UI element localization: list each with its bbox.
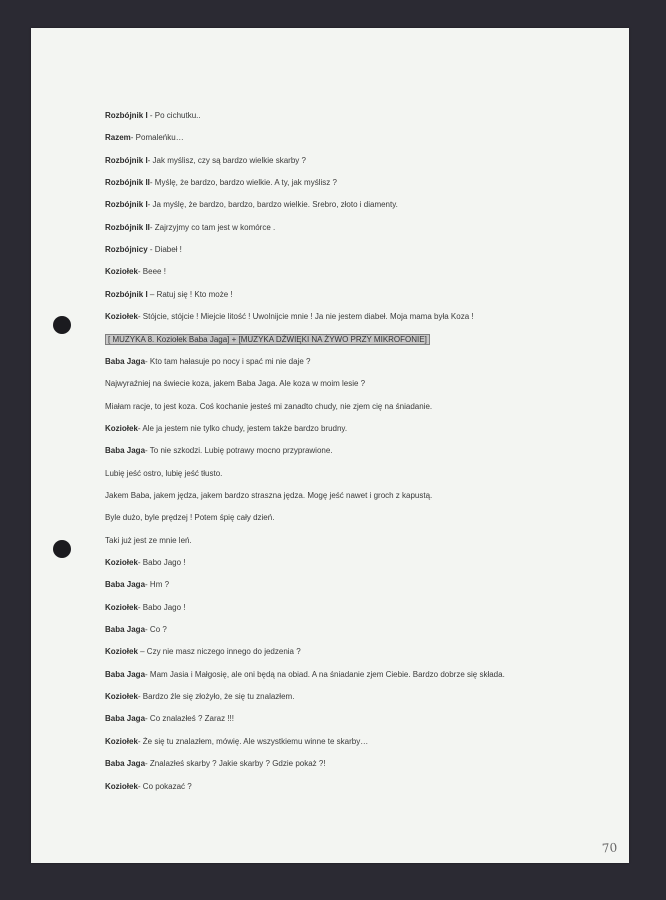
dialogue-text: - Że się tu znalazłem, mówię. Ale wszystkiemu winne te skarby… xyxy=(137,736,369,746)
speaker-name: Razem xyxy=(105,133,131,143)
speaker-name: Baba Jaga xyxy=(105,356,146,366)
dialogue-text: - Pomaleńku… xyxy=(130,133,184,143)
punch-hole xyxy=(53,316,71,334)
dialogue-line xyxy=(105,646,301,657)
speaker-name: Baba Jaga xyxy=(105,669,146,679)
speaker-name: Rozbójnik II xyxy=(105,222,150,232)
dialogue-text: Lubię jeść ostro, lubię jeść tłusto. xyxy=(105,468,223,478)
dialogue-text: - Diabeł ! xyxy=(147,245,182,255)
dialogue-text: - Ale ja jestem nie tylko chudy, jestem także bardzo brudny. xyxy=(137,423,348,433)
speaker-name: Koziołek xyxy=(105,736,138,746)
dialogue-line xyxy=(105,423,347,434)
dialogue-text: Najwyraźniej na świecie koza, jakem Baba Jaga. Ale koza w moim lesie ? xyxy=(105,379,366,389)
music-cue: [ MUZYKA 8. Koziołek Baba Jaga] + [MUZYKA DŹWIĘKI NA ŻYWO PRZY MIKROFONIE] xyxy=(105,334,430,345)
dialogue-line xyxy=(105,713,234,724)
speaker-name: Rozbójnik I xyxy=(105,289,148,299)
speaker-name: Baba Jaga xyxy=(105,759,146,769)
dialogue-line xyxy=(105,445,333,456)
dialogue-line xyxy=(105,222,275,233)
dialogue-line xyxy=(105,624,167,635)
dialogue-text: - Co znalazłeś ? Zaraz !!! xyxy=(145,714,234,724)
speaker-name: Rozbójnik I xyxy=(105,155,148,165)
speaker-name: Koziołek xyxy=(105,267,138,277)
dialogue-line xyxy=(105,579,169,590)
dialogue-line xyxy=(105,311,474,322)
dialogue-text: Jakem Baba, jakem jędza, jakem bardzo straszna jędza. Mogę jeść nawet i groch z kapustą. xyxy=(105,490,433,500)
dialogue-text: - Babo Jago ! xyxy=(137,602,186,612)
page-number: 70 xyxy=(601,840,618,856)
speaker-name: Baba Jaga xyxy=(105,580,146,590)
dialogue-text: - Babo Jago ! xyxy=(137,558,186,567)
speaker-name: Koziołek xyxy=(105,781,138,791)
speaker-name: Rozbójnik I xyxy=(105,111,148,120)
dialogue-line xyxy=(105,512,274,523)
dialogue-line xyxy=(105,289,233,300)
dialogue-line xyxy=(105,356,310,367)
dialogue-text: - Bardzo źle się złożyło, że się tu znalazłem. xyxy=(137,692,295,702)
document-page xyxy=(31,28,629,863)
dialogue-text: - Hm ? xyxy=(145,580,170,590)
dialogue-text: - Ja myślę, że bardzo, bardzo, bardzo wielkie. Srebro, złoto i diamenty. xyxy=(147,200,398,210)
dialogue-line xyxy=(105,468,222,479)
dialogue-text: - To nie szkodzi. Lubię potrawy mocno przyprawione. xyxy=(145,446,333,456)
speaker-name: Rozbójnik II xyxy=(105,178,150,188)
dialogue-line xyxy=(105,490,432,501)
dialogue-line xyxy=(105,401,432,412)
dialogue-text: - Mam Jasia i Małgosię, ale oni będą na obiad. A na śniadanie zjem Ciebie. Bardzo dobrze się składa. xyxy=(145,669,505,679)
speaker-name: Koziołek xyxy=(105,423,138,433)
dialogue-line xyxy=(105,266,166,277)
dialogue-text: – Ratuj się ! Kto może ! xyxy=(147,289,233,299)
speaker-name: Koziołek xyxy=(105,558,138,567)
dialogue-text: - Co ? xyxy=(145,625,167,635)
speaker-name: Koziołek xyxy=(105,647,138,657)
dialogue-line xyxy=(105,155,306,166)
dialogue-text: Taki już jest ze mnie leń. xyxy=(105,535,192,545)
dialogue-line xyxy=(105,736,368,747)
speaker-name: Koziołek xyxy=(105,602,138,612)
dialogue-line xyxy=(105,199,398,210)
dialogue-line xyxy=(105,557,186,568)
dialogue-line xyxy=(105,758,326,769)
dialogue-text: - Znalazłeś skarby ? Jakie skarby ? Gdzie pokaż ?! xyxy=(145,759,326,769)
dialogue-text: – Czy nie masz niczego innego do jedzenia ? xyxy=(137,647,301,657)
dialogue-text: - Zajrzyjmy co tam jest w komórce . xyxy=(149,222,276,232)
dialogue-line xyxy=(105,177,337,188)
dialogue-text: Byle dużo, byle prędzej ! Potem śpię cały dzień. xyxy=(105,513,275,523)
dialogue-line xyxy=(105,110,201,121)
dialogue-line xyxy=(105,132,184,143)
speaker-name: Baba Jaga xyxy=(105,625,146,635)
speaker-name: Rozbójnicy xyxy=(105,245,148,255)
dialogue-line xyxy=(105,378,365,389)
dialogue-text: - Co pokazać ? xyxy=(137,781,192,791)
speaker-name: Baba Jaga xyxy=(105,446,146,456)
dialogue-text: - Myślę, że bardzo, bardzo wielkie. A ty, jak myślisz ? xyxy=(149,178,337,188)
speaker-name: Rozbójnik I xyxy=(105,200,148,210)
speaker-name: Baba Jaga xyxy=(105,714,146,724)
speaker-name: Koziołek xyxy=(105,692,138,702)
dialogue-line xyxy=(105,669,505,680)
speaker-name: Koziołek xyxy=(105,312,138,322)
dialogue-line xyxy=(105,602,186,613)
dialogue-text: - Kto tam hałasuje po nocy i spać mi nie daje ? xyxy=(145,356,311,366)
dialogue-text: - Jak myślisz, czy są bardzo wielkie skarby ? xyxy=(147,155,306,165)
dialogue-text: - Po cichutku.. xyxy=(147,111,201,120)
music-cue-line xyxy=(105,334,430,345)
dialogue-line xyxy=(105,781,192,792)
punch-hole xyxy=(53,540,71,558)
dialogue-line xyxy=(105,244,182,255)
dialogue-text: - Stójcie, stójcie ! Miejcie litość ! Uwolnijcie mnie ! Ja nie jestem diabeł. Moja mama była Koza ! xyxy=(137,312,474,322)
dialogue-line xyxy=(105,535,192,546)
dialogue-text: Miałam racje, to jest koza. Coś kochanie jesteś mi zanadto chudy, nie zjem cię na śniadanie. xyxy=(105,401,433,411)
dialogue-line xyxy=(105,691,294,702)
dialogue-text: - Beee ! xyxy=(137,267,166,277)
